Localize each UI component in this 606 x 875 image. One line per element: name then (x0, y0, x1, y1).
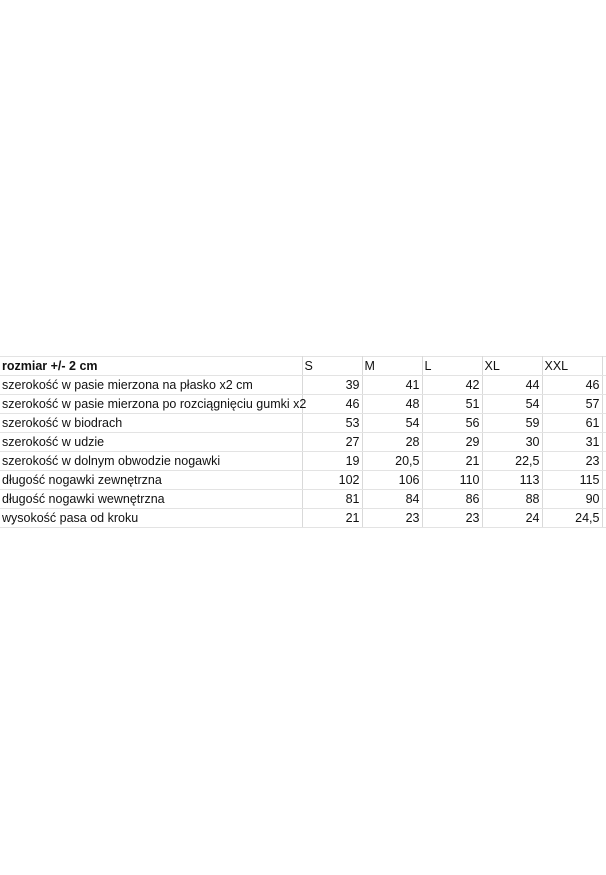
cell-value: 53 (302, 414, 362, 433)
header-size-s: S (302, 357, 362, 376)
cell-value: 27 (302, 433, 362, 452)
table-row (0, 452, 606, 471)
cell-value: 54 (362, 414, 422, 433)
cell-value: 48 (362, 395, 422, 414)
header-label: rozmiar +/- 2 cm (0, 357, 302, 376)
edge-cell (602, 471, 606, 490)
cell-value: 113 (482, 471, 542, 490)
cell-value: 20,5 (362, 452, 422, 471)
row-label: długość nogawki wewnętrzna (0, 490, 302, 509)
cell-value: 30 (482, 433, 542, 452)
table-row (0, 490, 606, 509)
cell-value: 24,5 (542, 509, 602, 528)
edge-cell (602, 395, 606, 414)
edge-cell (602, 357, 606, 376)
cell-value: 90 (542, 490, 602, 509)
cell-value: 22,5 (482, 452, 542, 471)
cell-value: 110 (422, 471, 482, 490)
edge-cell (602, 452, 606, 471)
edge-cell (602, 433, 606, 452)
table-header-row (0, 357, 606, 376)
cell-value: 39 (302, 376, 362, 395)
cell-value: 84 (362, 490, 422, 509)
cell-value: 86 (422, 490, 482, 509)
cell-value: 29 (422, 433, 482, 452)
edge-cell (602, 414, 606, 433)
row-label: długość nogawki zewnętrzna (0, 471, 302, 490)
row-label: szerokość w pasie mierzona po rozciągnięciu gumki x2 (0, 395, 302, 414)
table-row (0, 376, 606, 395)
cell-value: 28 (362, 433, 422, 452)
cell-value: 61 (542, 414, 602, 433)
cell-value: 115 (542, 471, 602, 490)
cell-value: 57 (542, 395, 602, 414)
table-row (0, 471, 606, 490)
cell-value: 21 (302, 509, 362, 528)
cell-value: 24 (482, 509, 542, 528)
cell-value: 46 (302, 395, 362, 414)
cell-value: 41 (362, 376, 422, 395)
header-size-l: L (422, 357, 482, 376)
edge-cell (602, 509, 606, 528)
cell-value: 23 (542, 452, 602, 471)
edge-cell (602, 490, 606, 509)
header-size-xxl: XXL (542, 357, 602, 376)
table-row (0, 509, 606, 528)
cell-value: 106 (362, 471, 422, 490)
size-table-sheet (0, 356, 606, 528)
edge-cell (602, 376, 606, 395)
row-label: szerokość w biodrach (0, 414, 302, 433)
cell-value: 42 (422, 376, 482, 395)
size-table (0, 356, 606, 528)
table-row (0, 395, 606, 414)
cell-value: 23 (362, 509, 422, 528)
header-size-m: M (362, 357, 422, 376)
row-label: szerokość w dolnym obwodzie nogawki (0, 452, 302, 471)
cell-value: 21 (422, 452, 482, 471)
row-label: szerokość w udzie (0, 433, 302, 452)
row-label: szerokość w pasie mierzona na płasko x2 cm (0, 376, 302, 395)
cell-value: 88 (482, 490, 542, 509)
cell-value: 44 (482, 376, 542, 395)
cell-value: 81 (302, 490, 362, 509)
header-size-xl: XL (482, 357, 542, 376)
cell-value: 19 (302, 452, 362, 471)
cell-value: 54 (482, 395, 542, 414)
table-row (0, 414, 606, 433)
row-label: wysokość pasa od kroku (0, 509, 302, 528)
table-row (0, 433, 606, 452)
cell-value: 102 (302, 471, 362, 490)
cell-value: 23 (422, 509, 482, 528)
cell-value: 56 (422, 414, 482, 433)
cell-value: 46 (542, 376, 602, 395)
cell-value: 51 (422, 395, 482, 414)
cell-value: 59 (482, 414, 542, 433)
cell-value: 31 (542, 433, 602, 452)
